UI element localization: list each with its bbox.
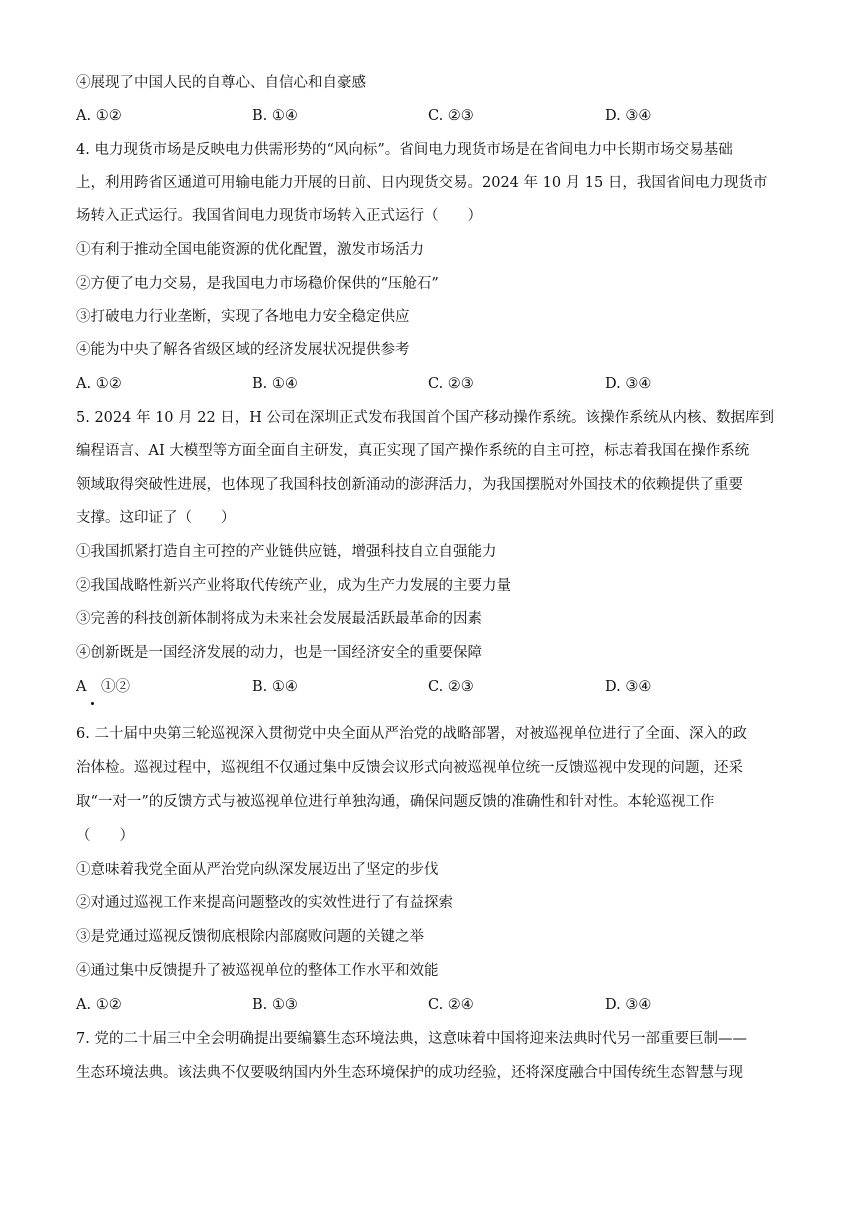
q6-stem-line: （ ）	[76, 828, 134, 844]
q5-option-2: ②我国战略性新兴产业将取代传统产业，成为生产力发展的主要力量	[76, 578, 511, 594]
q5-stem-line: 编程语言、AI 大模型等方面全面自主研发，真正实现了国产操作系统的自主可控，标志着我国在操作系统	[76, 443, 750, 459]
q7-stem-line: 生态环境法典。该法典不仅要吸纳国内外生态环境保护的成功经验，还将深度融合中国传统生态智慧与现	[76, 1065, 743, 1081]
q5-stem-line: 领域取得突破性进展，也体现了我国科技创新涌动的澎湃活力，为我国摆脱对外国技术的依赖提供了重要	[76, 477, 743, 493]
q4-choice-c: C. ②③	[428, 376, 474, 392]
q6-choice-c: C. ②④	[428, 997, 474, 1013]
q4-option-4: ④能为中央了解各省级区域的经济发展状况提供参考	[76, 342, 410, 358]
q4-option-2: ②方便了电力交易，是我国电力市场稳价保供的“压舱石”	[76, 276, 439, 292]
q4-option-3: ③打破电力行业垄断，实现了各地电力安全稳定供应	[76, 309, 410, 325]
q4-choices	[76, 374, 788, 394]
q6-choices	[76, 995, 788, 1015]
q6-choice-d: D. ③④	[605, 997, 652, 1013]
q6-option-1: ①意味着我党全面从严治党向纵深发展迈出了坚定的步伐	[76, 862, 439, 878]
q5-choice-d: D. ③④	[605, 679, 652, 695]
q6-stem-line: 取“一对一”的反馈方式与被巡视单位进行单独沟通，确保问题反馈的准确性和针对性。本轮巡视工作	[76, 794, 715, 810]
q6-stem-line: 6. 二十届中央第三轮巡视深入贯彻党中央全面从严治党的战略部署，对被巡视单位进行了全面、深入的政	[76, 726, 747, 742]
q5-option-4: ④创新既是一国经济发展的动力，也是一国经济安全的重要保障	[76, 645, 482, 661]
q6-choice-a: A. ①②	[76, 997, 122, 1013]
q4-stem-line: 4. 电力现货市场是反映电力供需形势的“风向标”。省间电力现货市场是在省间电力中长期市场交易基础	[76, 142, 733, 158]
q5-choice-a: A ①②	[76, 679, 130, 695]
q4-option-1: ①有利于推动全国电能资源的优化配置，激发市场活力	[76, 242, 424, 258]
q6-option-2: ②对通过巡视工作来提高问题整改的实效性进行了有益探索	[76, 895, 453, 911]
q4-stem-line: 场转入正式运行。我国省间电力现货市场转入正式运行（ ）	[76, 208, 482, 224]
q6-option-4: ④通过集中反馈提升了被巡视单位的整体工作水平和效能	[76, 963, 439, 979]
q4-choice-b: B. ①④	[252, 376, 298, 392]
q6-option-3: ③是党通过巡视反馈彻底根除内部腐败问题的关键之举	[76, 929, 424, 945]
q4-stem-line: 上，利用跨省区通道可用输电能力开展的日前、日内现货交易。2024 年 10 月 15 日，我国省间电力现货市	[76, 175, 768, 191]
q3-choices	[76, 106, 788, 126]
q6-choice-b: B. ①③	[252, 997, 298, 1013]
q3-option-4: ④展现了中国人民的自尊心、自信心和自豪感	[76, 75, 366, 91]
q3-choice-d: D. ③④	[605, 108, 652, 124]
q6-stem-line: 治体检。巡视过程中，巡视组不仅通过集中反馈会议形式向被巡视单位统一反馈巡视中发现的问题，还采	[76, 760, 743, 776]
q5-option-1: ①我国抓紧打造自主可控的产业链供应链，增强科技自立自强能力	[76, 544, 497, 560]
q4-choice-d: D. ③④	[605, 376, 652, 392]
q4-choice-a: A. ①②	[76, 376, 122, 392]
q5-option-3: ③完善的科技创新体制将成为未来社会发展最活跃最革命的因素	[76, 611, 482, 627]
q7-stem-line: 7. 党的二十届三中全会明确提出要编纂生态环境法典，这意味着中国将迎来法典时代另一部重要巨制——	[76, 1031, 747, 1047]
q3-choice-b: B. ①④	[252, 108, 298, 124]
q5-stem-line: 5. 2024 年 10 月 22 日，H 公司在深圳正式发布我国首个国产移动操作系统。该操作系统从内核、数据库到	[76, 410, 775, 426]
q5-stem-line: 支撑。这印证了（ ）	[76, 510, 236, 526]
q5-choice-c: C. ②③	[428, 679, 474, 695]
q5-choices	[76, 677, 788, 697]
q3-choice-c: C. ②③	[428, 108, 474, 124]
stray-dot-mark	[91, 702, 94, 705]
q3-choice-a: A. ①②	[76, 108, 122, 124]
q5-choice-b: B. ①④	[252, 679, 298, 695]
